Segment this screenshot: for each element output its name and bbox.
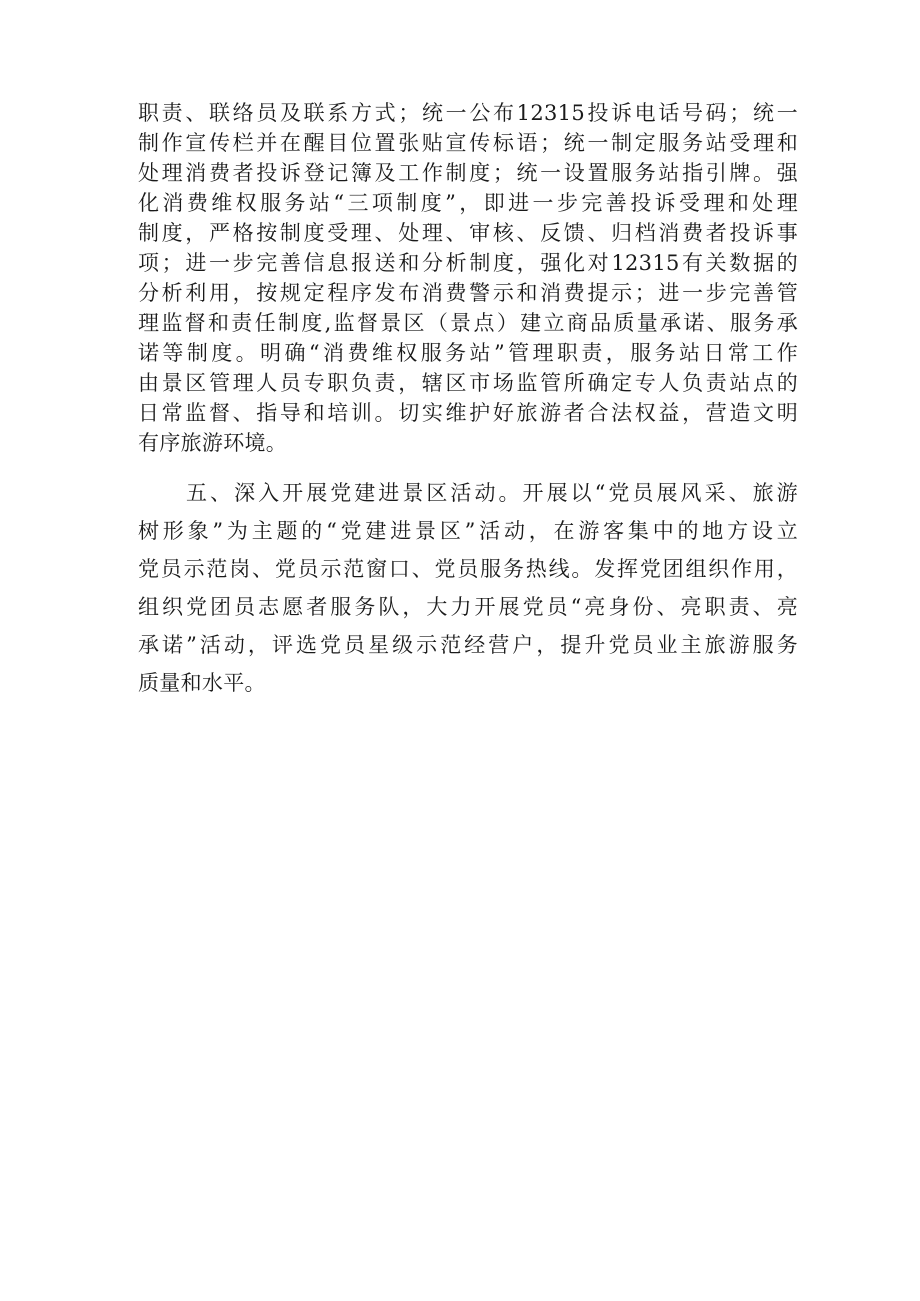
text-line: 处理消费者投诉登记簿及工作制度；统一设置服务站指引牌。强: [138, 161, 798, 185]
text-line: 日常监督、指导和培训。切实维护好旅游者合法权益，营造文明: [138, 401, 798, 425]
text-line: 承诺”活动，评选党员星级示范经营户，提升党员业主旅游服务: [138, 633, 798, 657]
text-line: 分析利用，按规定程序发布消费警示和消费提示；进一步完善管: [138, 281, 798, 305]
text-line: 理监督和责任制度,监督景区（景点）建立商品质量承诺、服务承: [138, 311, 798, 335]
text-line: 组织党团员志愿者服务队，大力开展党员“亮身份、亮职责、亮: [138, 595, 798, 619]
text-line: 化消费维权服务站“三项制度”，即进一步完善投诉受理和处理: [138, 191, 798, 215]
text-line: 质量和水平。: [138, 671, 266, 695]
text-line: 项；进一步完善信息报送和分析制度，强化对12315有关数据的: [138, 251, 798, 275]
paragraph-party-building: [138, 474, 798, 702]
text-line: 由景区管理人员专职负责，辖区市场监管所确定专人负责站点的: [138, 371, 798, 395]
text-line: 制度，严格按制度受理、处理、审核、反馈、归档消费者投诉事: [138, 221, 798, 245]
text-line: 职责、联络员及联系方式；统一公布12315投诉电话号码；统一: [138, 101, 798, 125]
text-line: 树形象”为主题的“党建进景区”活动，在游客集中的地方设立: [138, 519, 798, 543]
text-line: 党员示范岗、党员示范窗口、党员服务热线。发挥党团组织作用，: [138, 557, 798, 581]
text-line: 五、深入开展党建进景区活动。开展以“党员展风采、旅游: [186, 481, 798, 505]
text-line: 制作宣传栏并在醒目位置张贴宣传标语；统一制定服务站受理和: [138, 131, 798, 155]
text-line: 有序旅游环境。: [138, 431, 288, 455]
paragraph-consumer-rights-station: [138, 98, 798, 458]
text-line: 诺等制度。明确“消费维权服务站”管理职责，服务站日常工作: [138, 341, 798, 365]
